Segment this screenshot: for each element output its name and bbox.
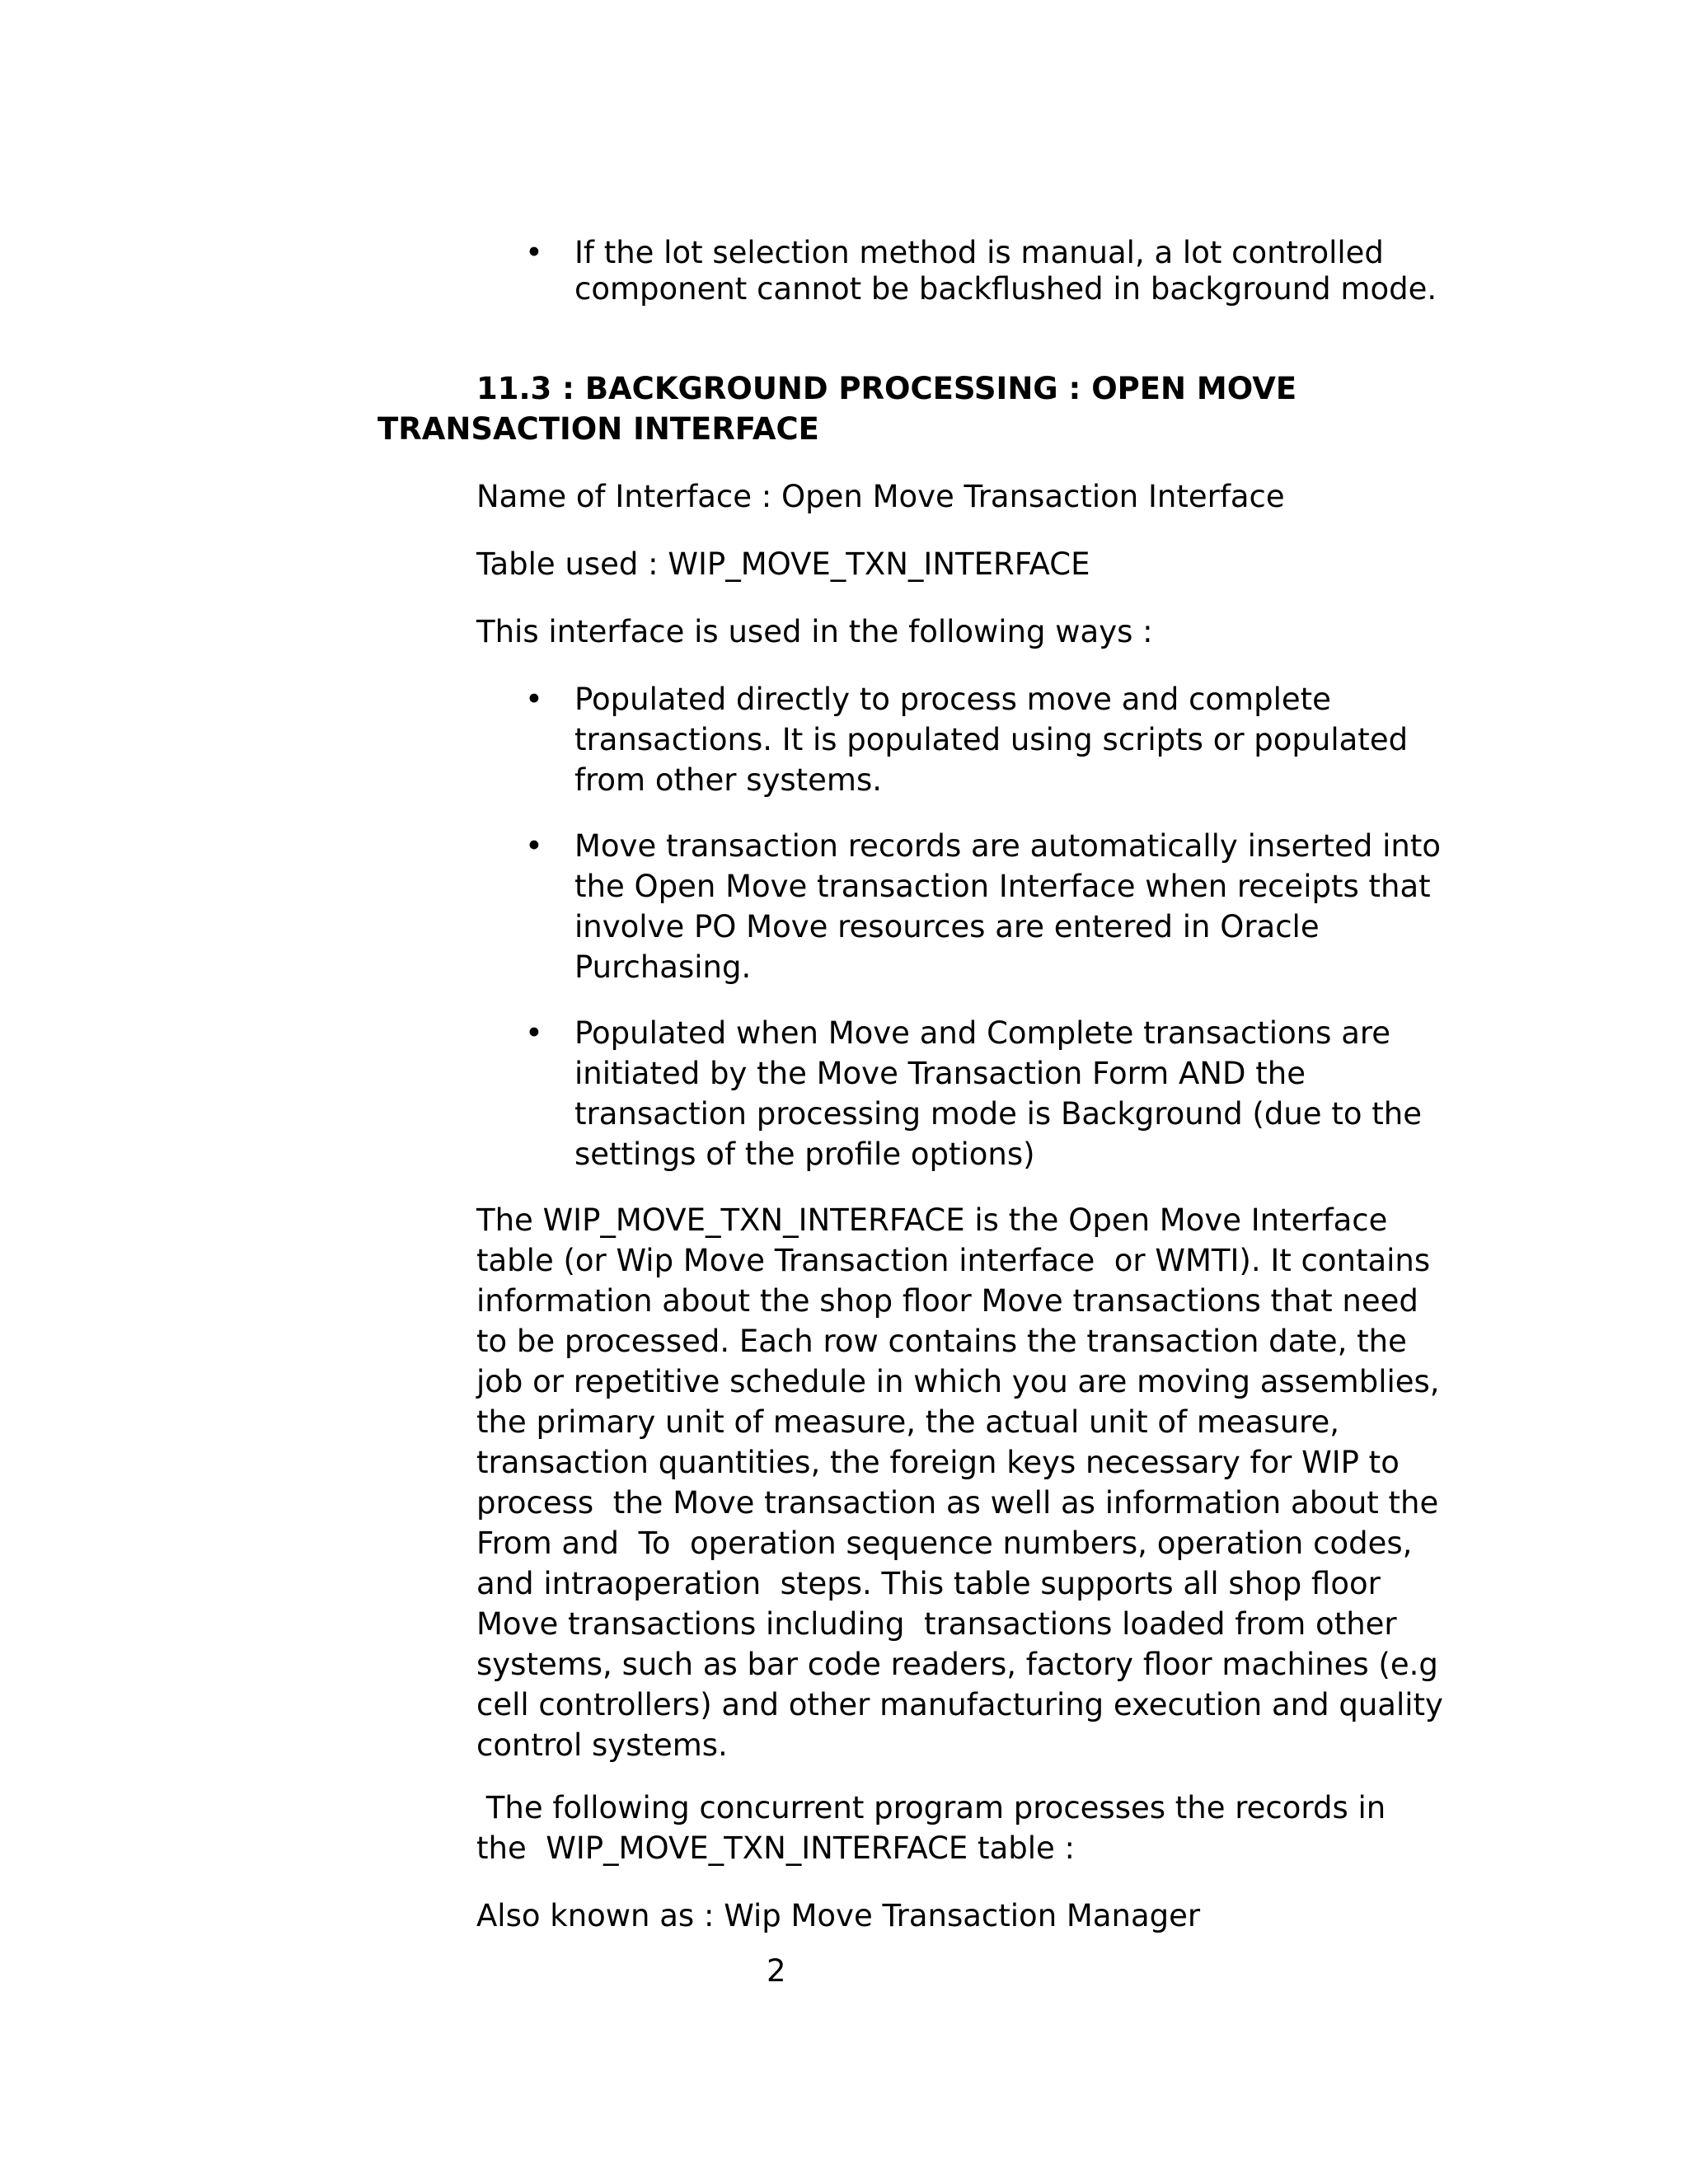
paragraph-line: transaction quantities, the foreign keys necessary for WIP to <box>476 1445 1400 1480</box>
bullet-marker: • <box>525 235 543 270</box>
paragraph-line: information about the shop floor Move transactions that need <box>476 1283 1418 1319</box>
paragraph-line: table (or Wip Move Transaction interface or WMTI). It contains <box>476 1243 1431 1278</box>
bullet-line: settings of the profile options) <box>574 1137 1035 1172</box>
bullet-line: Purchasing. <box>574 949 752 985</box>
paragraph-line: the WIP_MOVE_TXN_INTERFACE table : <box>476 1830 1075 1866</box>
bullet-line: involve PO Move resources are entered in Oracle <box>574 909 1320 944</box>
bullet-line: component cannot be backflushed in background mode. <box>574 271 1437 307</box>
paragraph-line: and intraoperation steps. This table supports all shop floor <box>476 1566 1381 1601</box>
paragraph-line: cell controllers) and other manufacturing execution and quality <box>476 1687 1443 1722</box>
concurrent-program-paragraph <box>476 1788 1386 1868</box>
interface-name: Name of Interface : Open Move Transaction Interface <box>476 479 1285 514</box>
interface-description <box>476 1200 1443 1765</box>
bullet-line: Populated when Move and Complete transactions are <box>574 1015 1391 1051</box>
paragraph-line: job or repetitive schedule in which you are moving assemblies, <box>476 1364 1440 1399</box>
usage-intro: This interface is used in the following ways : <box>476 614 1153 649</box>
bullet-marker: • <box>525 1015 543 1051</box>
bullet-line: transaction processing mode is Background (due to the <box>574 1096 1422 1132</box>
bullet-line: Populated directly to process move and complete <box>574 682 1331 717</box>
bullet-line: the Open Move transaction Interface when receipts that <box>574 869 1431 904</box>
bullet-line: from other systems. <box>574 762 882 798</box>
paragraph-line: The following concurrent program processes the records in <box>476 1790 1386 1825</box>
paragraph-line: The WIP_MOVE_TXN_INTERFACE is the Open Move Interface <box>476 1202 1388 1238</box>
also-known-as: Also known as : Wip Move Transaction Manager <box>476 1898 1201 1933</box>
bullet-line: initiated by the Move Transaction Form AND the <box>574 1056 1306 1091</box>
paragraph-line: process the Move transaction as well as information about the <box>476 1485 1439 1521</box>
bullet-marker: • <box>525 682 543 717</box>
usage-bullet-1 <box>574 679 1408 800</box>
paragraph-line: systems, such as bar code readers, factory floor machines (e.g <box>476 1647 1438 1682</box>
paragraph-line: Move transactions including transactions loaded from other <box>476 1606 1397 1642</box>
page-number: 2 <box>767 1953 786 1989</box>
bullet-marker: • <box>525 828 543 864</box>
paragraph-line: control systems. <box>476 1727 728 1763</box>
usage-bullet-2 <box>574 826 1441 987</box>
lot-selection-bullet-text <box>574 232 1437 309</box>
section-heading-line2: TRANSACTION INTERFACE <box>377 411 819 447</box>
paragraph-line: to be processed. Each row contains the transaction date, the <box>476 1324 1407 1359</box>
paragraph-line: From and To operation sequence numbers, operation codes, <box>476 1526 1413 1561</box>
bullet-line: transactions. It is populated using scripts or populated <box>574 722 1409 757</box>
table-used: Table used : WIP_MOVE_TXN_INTERFACE <box>476 546 1090 582</box>
bullet-line: If the lot selection method is manual, a lot controlled <box>574 235 1384 270</box>
bullet-line: Move transaction records are automatically inserted into <box>574 828 1441 864</box>
usage-bullet-3 <box>574 1013 1422 1174</box>
paragraph-line: the primary unit of measure, the actual unit of measure, <box>476 1404 1339 1440</box>
section-heading-line1: 11.3 : BACKGROUND PROCESSING : OPEN MOVE <box>476 371 1297 406</box>
